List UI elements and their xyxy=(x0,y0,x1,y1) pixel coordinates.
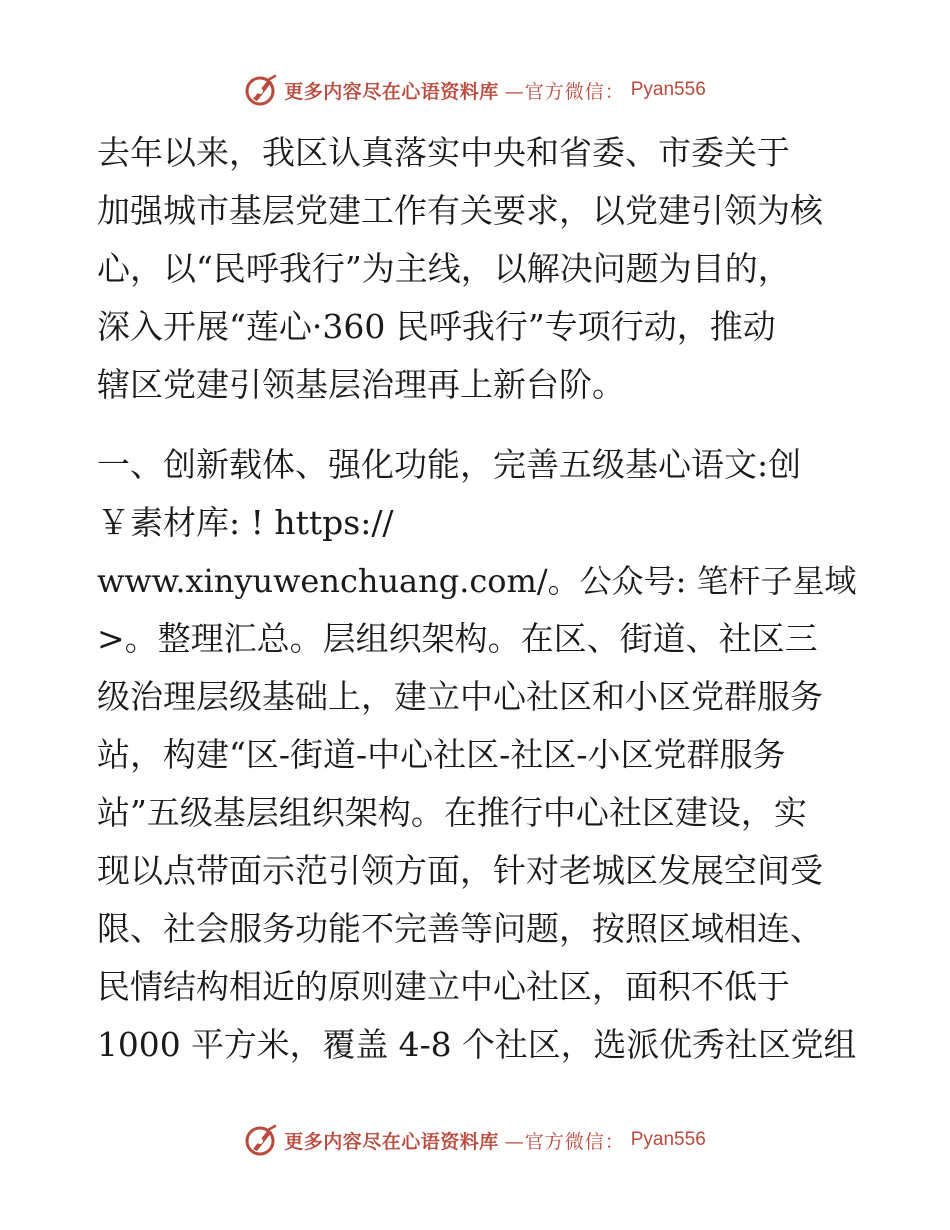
text-line: >。整理汇总。层组织架构。在区、街道、社区三 xyxy=(97,619,818,658)
text-line: ￥素材库: ! https:// xyxy=(97,503,394,542)
watermark-contact: —官方微信： xyxy=(504,80,625,103)
text-line: 级治理层级基础上，建立中心社区和小区党群服务 xyxy=(97,677,823,716)
text-line: 站，构建“区-街道-中心社区-社区-小区党群服务 xyxy=(97,735,786,774)
watermark-brand: 更多内容尽在心语资料库 xyxy=(284,1130,499,1153)
text-line: 深入开展“莲心·360 民呼我行”专项行动，推动 xyxy=(97,307,776,346)
document-body xyxy=(97,124,857,1074)
text-line: 心，以“民呼我行”为主线，以解决问题为目的， xyxy=(97,249,791,288)
watermark-handle: Pyan556 xyxy=(630,79,706,100)
text-line: 1000 平方米，覆盖 4-8 个社区，选派优秀社区党组 xyxy=(97,1025,857,1064)
watermark-contact: —官方微信： xyxy=(504,1130,625,1153)
text-line: 民情结构相近的原则建立中心社区，面积不低于 xyxy=(97,967,790,1006)
watermark-brand: 更多内容尽在心语资料库 xyxy=(284,80,499,103)
quill-pen-circle-icon xyxy=(244,73,278,107)
footer-watermark xyxy=(0,1120,950,1160)
text-line: www.xinyuwenchuang.com/。公众号: 笔杆子星域 xyxy=(97,562,857,600)
text-line: 辖区党建引领基层治理再上新台阶。 xyxy=(97,365,625,404)
text-line: 现以点带面示范引领方面，针对老城区发展空间受 xyxy=(97,851,823,890)
text-line: 加强城市基层党建工作有关要求，以党建引领为核 xyxy=(97,191,823,230)
quill-pen-circle-icon xyxy=(244,1123,278,1157)
paragraph-section-one xyxy=(97,436,857,1074)
paragraph-intro xyxy=(97,124,857,414)
text-line: 去年以来，我区认真落实中央和省委、市委关于 xyxy=(97,133,790,172)
text-line: 限、社会服务功能不完善等问题，按照区域相连、 xyxy=(97,909,823,948)
text-line: 站”五级基层组织架构。在推行中心社区建设，实 xyxy=(97,793,807,832)
text-line: 一、创新载体、强化功能，完善五级基心语文:创 xyxy=(97,445,802,484)
header-watermark xyxy=(0,70,950,110)
watermark-handle: Pyan556 xyxy=(630,1129,706,1150)
